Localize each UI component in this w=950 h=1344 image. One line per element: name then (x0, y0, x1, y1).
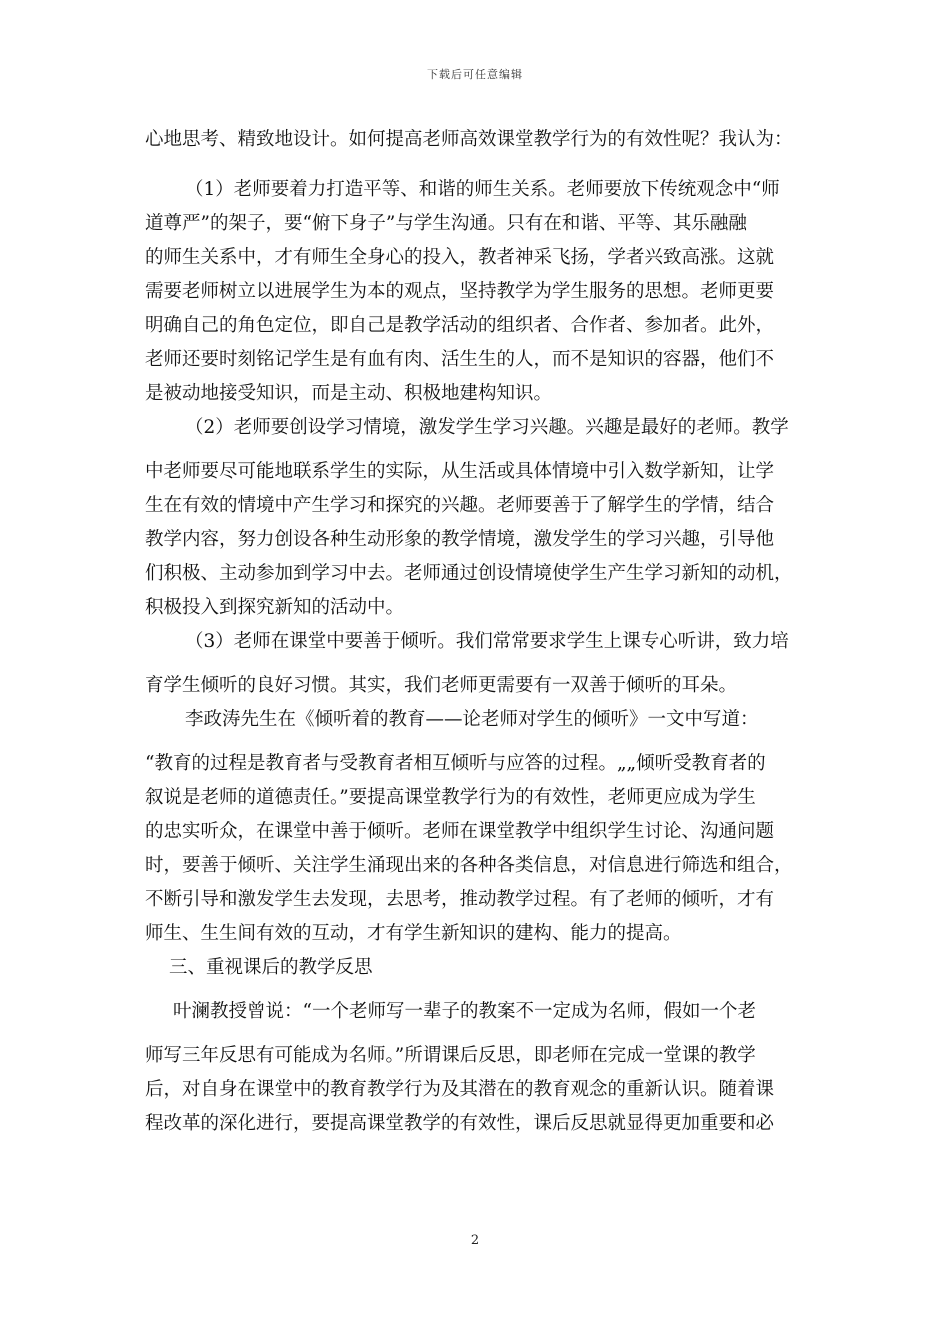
text-line: 的忠实听众，在课堂中善于倾听。老师在课堂教学中组织学生讨论、沟通问题 (145, 821, 775, 842)
text-line: （1）老师要着力打造平等、和谐的师生关系。老师要放下传统观念中“师 (185, 179, 780, 200)
text-line: 程改革的深化进行，要提高课堂教学的有效性，课后反思就显得更加重要和必 (145, 1113, 775, 1134)
text-line: 需要老师树立以进展学生为本的观点，坚持教学为学生服务的思想。老师更要 (145, 281, 775, 302)
text-line: 是被动地接受知识，而是主动、积极地建构知识。 (145, 383, 553, 404)
text-line: 时，要善于倾听、关注学生涌现出来的各种各类信息，对信息进行筛选和组合， (145, 855, 793, 876)
text-line: 教学内容，努力创设各种生动形象的教学情境，激发学生的学习兴趣，引导他 (145, 529, 775, 550)
text-line: 师写三年反思有可能成为名师。”所谓课后反思，即老师在完成一堂课的教学 (145, 1045, 756, 1066)
text-line: 叶澜教授曾说：“一个老师写一辈子的教案不一定成为名师，假如一个老 (173, 1001, 756, 1022)
text-line: 李政涛先生在《倾听着的教育——论老师对学生的倾听》一文中写道： (185, 709, 759, 730)
page-number: 2 (470, 1233, 480, 1248)
page-header: 下载后可任意编辑 (427, 68, 523, 81)
section-heading: 三、重视课后的教学反思 (169, 957, 373, 978)
text-line: 们积极、主动参加到学习中去。老师通过创设情境使学生产生学习新知的动机， (145, 563, 793, 584)
text-line: 明确自己的角色定位，即自己是教学活动的组织者、合作者、参加者。此外， (145, 315, 775, 336)
text-line: 师生、生生间有效的互动，才有学生新知识的建构、能力的提高。 (145, 923, 682, 944)
text-line: （3）老师在课堂中要善于倾听。我们常常要求学生上课专心听讲，致力培 (185, 631, 789, 652)
text-line: “教育的过程是教育者与受教育者相互倾听与应答的过程。„„倾听受教育者的 (145, 753, 766, 774)
text-line: 不断引导和激发学生去发现，去思考，推动教学过程。有了老师的倾听，才有 (145, 889, 775, 910)
text-line: 积极投入到探究新知的活动中。 (145, 597, 405, 618)
text-line: 生在有效的情境中产生学习和探究的兴趣。老师要善于了解学生的学情，结合 (145, 495, 775, 516)
text-line: 叙说是老师的道德责任。”要提高课堂教学行为的有效性，老师更应成为学生 (145, 787, 756, 808)
text-line: 的师生关系中，才有师生全身心的投入，教者神采飞扬，学者兴致高涨。这就 (145, 247, 775, 268)
text-line: 道尊严”的架子，要“俯下身子”与学生沟通。只有在和谐、平等、其乐融融 (145, 213, 747, 234)
text-line: （2）老师要创设学习情境，激发学生学习兴趣。兴趣是最好的老师。教学 (185, 417, 789, 438)
text-line: 后，对自身在课堂中的教育教学行为及其潜在的教育观念的重新认识。随着课 (145, 1079, 775, 1100)
text-line: 中老师要尽可能地联系学生的实际，从生活或具体情境中引入数学新知，让学 (145, 461, 775, 482)
text-line: 老师还要时刻铭记学生是有血有肉、活生生的人，而不是知识的容器，他们不 (145, 349, 775, 370)
text-line: 育学生倾听的良好习惯。其实，我们老师更需要有一双善于倾听的耳朵。 (145, 675, 738, 696)
text-line: 心地思考、精致地设计。如何提高老师高效课堂教学行为的有效性呢？我认为： (145, 129, 793, 150)
